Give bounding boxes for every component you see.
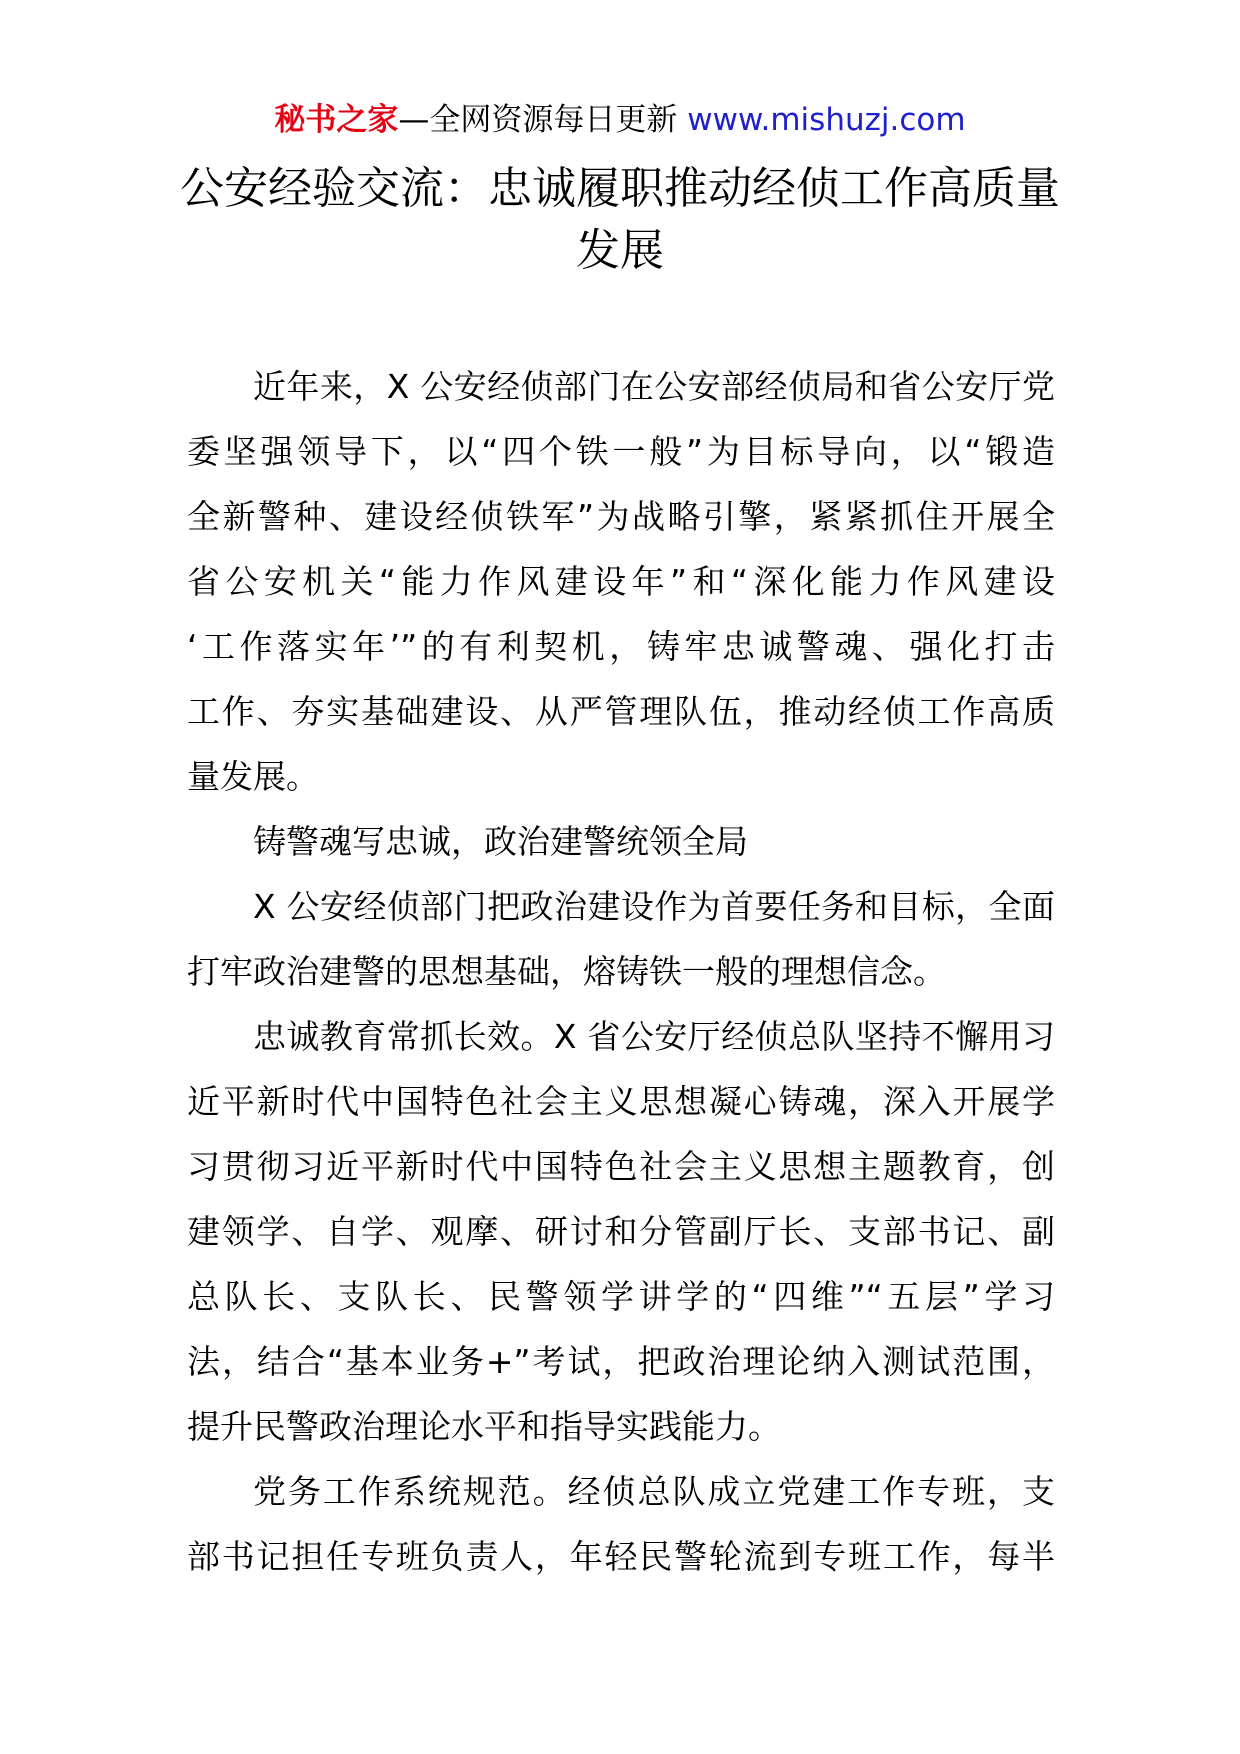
paragraph-intro [187,354,1055,809]
document-body [187,354,1055,1589]
text-line: 近年来，X 公安经侦部门在公安部经侦局和省公安厅党 [253,367,1055,406]
site-brand: 秘书之家 [274,102,399,138]
text-line: 工作、夯实基础建设、从严管理队伍，推动经侦工作高质 [187,692,1055,731]
site-tagline: —全网资源每日更新 [398,102,688,138]
site-url-link[interactable]: www.mishuzj.com [687,102,966,138]
text-line: 法，结合“基本业务+”考试，把政治理论纳入测试范围， [187,1342,1055,1381]
text-line: X 公安经侦部门把政治建设作为首要任务和目标，全面 [253,887,1055,926]
text-line: 省公安机关“能力作风建设年”和“深化能力作风建设 [187,562,1055,601]
text-line: 忠诚教育常抓长效。X 省公安厅经侦总队坚持不懈用习 [253,1017,1055,1056]
text-line: 近平新时代中国特色社会主义思想凝心铸魂，深入开展学 [187,1082,1055,1121]
text-line: 习贯彻习近平新时代中国特色社会主义思想主题教育，创 [187,1147,1055,1186]
text-line: 党务工作系统规范。经侦总队成立党建工作专班，支 [253,1472,1055,1511]
text-line: ‘工作落实年’”的有利契机，铸牢忠诚警魂、强化打击 [187,627,1055,666]
text-line: 建领学、自学、观摩、研讨和分管副厅长、支部书记、副 [187,1212,1055,1251]
text-line: 部书记担任专班负责人，年轻民警轮流到专班工作，每半 [187,1537,1055,1576]
text-line: 铸警魂写忠诚，政治建警统领全局 [253,822,748,861]
paragraph-loyalty-education [187,1004,1055,1459]
section-heading [187,809,1055,874]
paragraph-party-affairs [187,1459,1055,1589]
text-line: 全新警种、建设经侦铁军”为战略引擎，紧紧抓住开展全 [187,497,1055,536]
text-line: 量发展。 [187,757,319,796]
site-header [0,100,1240,140]
text-line: 提升民警政治理论水平和指导实践能力。 [187,1407,781,1446]
text-line: 打牢政治建警的思想基础，熔铸铁一般的理想信念。 [187,952,946,991]
text-line: 委坚强领导下，以“四个铁一般”为目标导向，以“锻造 [187,432,1055,471]
title-line: 发展 [576,225,664,276]
text-line: 总队长、支队长、民警领学讲学的“四维”“五层”学习 [187,1277,1055,1316]
title-line: 公安经验交流：忠诚履职推动经侦工作高质量 [180,163,1060,214]
paragraph-political-building [187,874,1055,1004]
document-title [150,158,1090,282]
